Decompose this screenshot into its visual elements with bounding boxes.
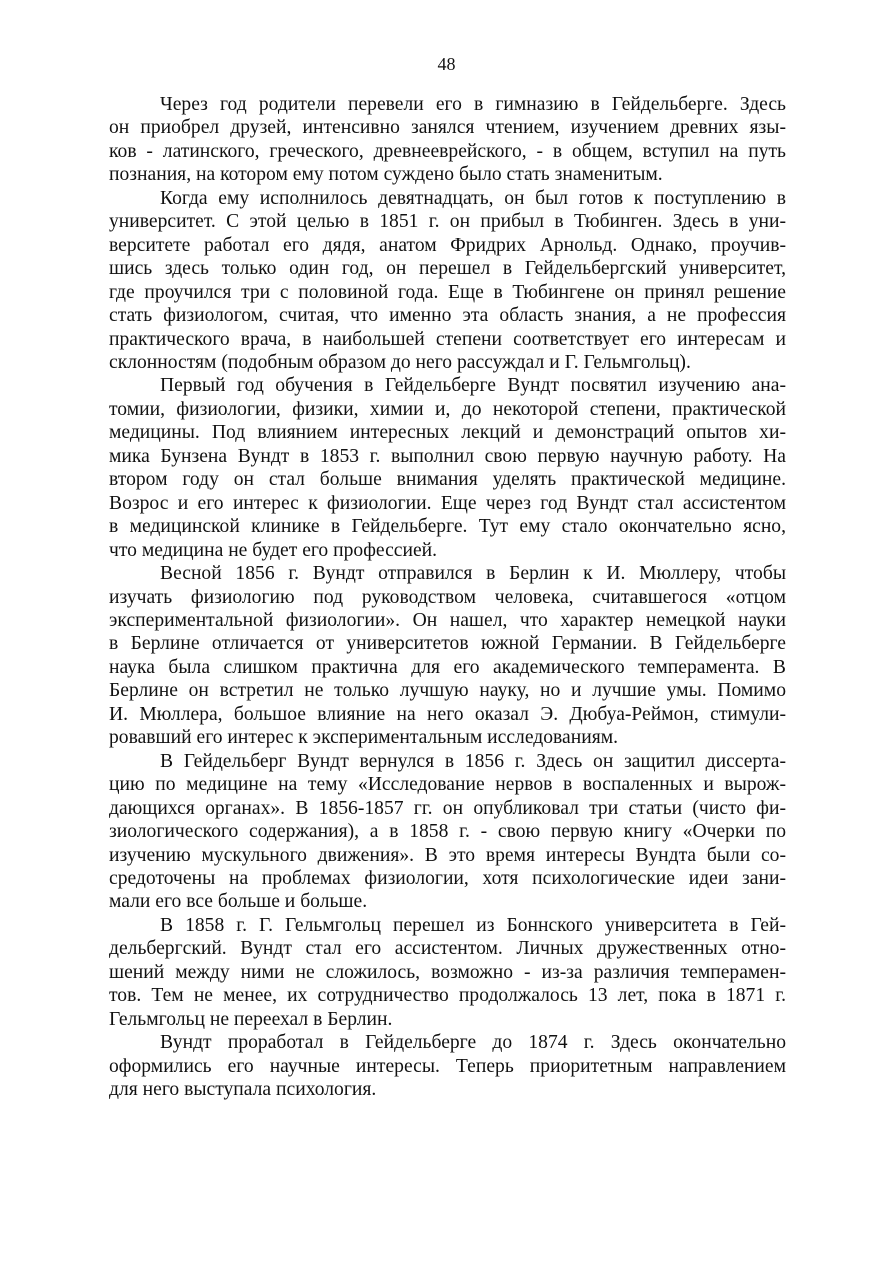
paragraph — [109, 750, 786, 914]
text-line: шений между ними не сложилось, возможно - из-за различия темперамен- — [109, 961, 786, 983]
paragraph — [109, 914, 786, 1031]
text-line: Через год родители перевели его в гимназию в Гейдельберге. Здесь — [160, 94, 786, 115]
paragraph — [109, 187, 786, 375]
text-line: Вундт проработал в Гейдельберге до 1874 г. Здесь окончательно — [160, 1032, 786, 1054]
text-line: экспериментальной физиологии». Он нашел, что характер немецкой науки — [109, 609, 786, 631]
text-line: Когда ему исполнилось девятнадцать, он был готов к поступлению в — [160, 187, 786, 209]
text-line: втором году он стал больше внимания уделять практической медицине. — [109, 469, 786, 491]
text-line: стать физиологом, считая, что именно эта область знания, а не профессия — [109, 305, 786, 327]
text-line: дельбергский. Вундт стал его ассистентом. Личных дружественных отно- — [109, 938, 786, 960]
text-line: Весной 1856 г. Вундт отправился в Берлин к И. Мюллеру, чтобы — [160, 563, 786, 585]
text-line: Берлине он встретил не только лучшую науку, но и лучшие умы. Помимо — [109, 680, 786, 702]
text-line: наука была слишком практична для его академического темперамента. В — [109, 656, 786, 678]
paragraph — [109, 562, 786, 750]
text-line: мика Бунзена Вундт в 1853 г. выполнил свою первую научную работу. На — [109, 445, 786, 467]
paragraph — [109, 93, 786, 187]
text-line: в медицинской клинике в Гейдельберге. Тут ему стало окончательно ясно, — [109, 516, 786, 538]
text-line: университет. С этой целью в 1851 г. он прибыл в Тюбинген. Здесь в уни- — [109, 211, 786, 233]
text-line: он приобрел друзей, интенсивно занялся чтением, изучением древних язы- — [109, 117, 786, 139]
text-line: тов. Тем не менее, их сотрудничество продолжалось 13 лет, пока в 1871 г. — [109, 985, 786, 1007]
text-line: верситете работал его дядя, анатом Фридрих Арнольд. Однако, проучив- — [109, 234, 786, 256]
text-line: в Берлине отличается от университетов южной Германии. В Гейдельберге — [109, 633, 786, 655]
text-line: познания, на котором ему потом суждено было стать знаменитым. — [109, 164, 663, 186]
text-line: изучать физиологию под руководством человека, считавшегося «отцом — [109, 586, 786, 608]
text-line: практического врача, в наибольшей степени соответствует его интересам и — [109, 328, 786, 350]
text-line: склонностям (подобным образом до него рассуждал и Г. Гельмгольц). — [109, 351, 691, 373]
text-line: В 1858 г. Г. Гельмгольц перешел из Боннского университета в Гей- — [160, 914, 786, 936]
text-line: шись здесь только один год, он перешел в Гейдельбергский университет, — [109, 258, 786, 280]
paragraph — [109, 374, 786, 562]
paragraph — [109, 1031, 786, 1101]
page-number: 48 — [437, 54, 456, 74]
text-line: ровавший его интерес к экспериментальным исследованиям. — [109, 727, 619, 749]
text-line: цию по медицине на тему «Исследование нервов в воспаленных и вырож- — [109, 774, 786, 796]
page-body — [109, 93, 786, 1101]
text-line: Гельмгольц не переехал в Берлин. — [109, 1008, 393, 1030]
text-line: Первый год обучения в Гейдельберге Вундт посвятил изучению ана- — [160, 375, 786, 397]
text-line: зиологического содержания), а в 1858 г. - свою первую книгу «Очерки по — [109, 821, 786, 843]
text-line: для него выступала психология. — [109, 1079, 377, 1101]
text-line: Возрос и его интерес к физиологии. Еще через год Вундт стал ассистентом — [109, 492, 786, 514]
text-line: ков - латинского, греческого, древнееврейского, - в общем, вступил на путь — [109, 140, 786, 162]
text-line: где проучился три с половиной года. Еще в Тюбингене он принял решение — [109, 281, 786, 303]
text-line: мали его все больше и больше. — [109, 891, 368, 913]
text-line: И. Мюллера, большое влияние на него оказал Э. Дюбуа-Реймон, стимули- — [109, 703, 786, 725]
text-line: дающихся органах». В 1856-1857 гг. он опубликовал три статьи (чисто фи- — [109, 797, 786, 819]
text-line: что медицина не будет его профессией. — [109, 539, 438, 561]
text-line: В Гейдельберг Вундт вернулся в 1856 г. Здесь он защитил диссерта- — [160, 750, 786, 772]
text-line: томии, физиологии, физики, химии и, до некоторой степени, практической — [109, 398, 786, 420]
text-line: оформились его научные интересы. Теперь приоритетным направлением — [109, 1055, 786, 1077]
text-line: изучению мускульного движения». В это время интересы Вундта были со- — [109, 844, 786, 866]
text-line: средоточены на проблемах физиологии, хотя психологические идеи зани- — [109, 867, 786, 889]
text-line: медицины. Под влиянием интересных лекций и демонстраций опытов хи- — [109, 422, 786, 444]
